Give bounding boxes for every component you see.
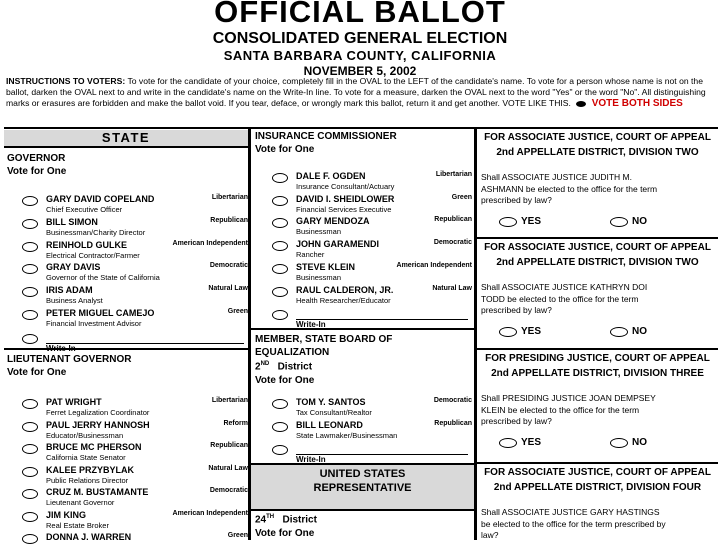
no-option[interactable] [610, 326, 670, 338]
candidate-party: Republican [434, 419, 472, 427]
candidate-name: STEVE KLEIN [296, 261, 356, 272]
candidate-party: Libertarian [211, 194, 248, 201]
ballot-title: OFFICIAL BALLOT [214, 0, 506, 29]
candidate-occupation: Lieutenant Governor [46, 498, 115, 507]
candidate-party: Natural Law [432, 284, 472, 292]
vote-oval[interactable] [22, 489, 38, 499]
boe-title-1: MEMBER, STATE BOARD OF [255, 334, 393, 345]
candidate-party: Green [227, 308, 248, 315]
candidate-occupation: Business Analyst [46, 296, 103, 306]
candidate-name: DALE F. OGDEN [296, 171, 366, 181]
yes-option[interactable] [499, 216, 559, 228]
no-label: NO [632, 437, 647, 448]
boe-district-number: 2 [255, 361, 261, 373]
candidate-row-bill-leonard[interactable] [272, 420, 472, 442]
candidate-party: American Independent [396, 261, 472, 269]
candidate-occupation: California State Senator [46, 453, 126, 462]
candidate-occupation: State Lawmaker/Businessman [296, 430, 398, 440]
candidate-name: REINHOLD GULKE [46, 239, 127, 250]
no-label: NO [632, 216, 647, 227]
vote-both-sides: VOTE BOTH SIDES [591, 98, 683, 110]
candidate-name: TOM Y. SANTOS [296, 397, 366, 407]
candidate-party: Republican [434, 216, 472, 224]
vote-oval[interactable] [22, 534, 38, 544]
candidate-name: BILL LEONARD [296, 419, 363, 430]
vote-oval[interactable] [22, 399, 38, 409]
candidate-occupation: Electrical Contractor/Farmer [46, 250, 140, 260]
candidate-row-peter-miguel-camejo[interactable] [22, 308, 248, 330]
candidate-row-iris-adam[interactable] [22, 285, 248, 307]
no-label: NO [632, 326, 647, 337]
candidate-party: Green [227, 532, 248, 539]
yes-option[interactable] [499, 437, 559, 449]
candidate-name: GARY MENDOZA [296, 216, 370, 227]
boe-vote-for: Vote for One [255, 375, 315, 386]
vote-oval[interactable] [272, 218, 288, 228]
candidate-name: BRUCE MC PHERSON [46, 442, 142, 452]
write-in-line[interactable] [272, 444, 468, 464]
candidate-name: GARY DAVID COPELAND [46, 194, 155, 204]
candidate-occupation: Governor of the State of California [46, 273, 160, 283]
vote-oval[interactable] [610, 217, 628, 227]
candidate-party: Democratic [209, 262, 248, 270]
justice-question: Shall ASSOCIATE JUSTICE GARY HASTINGS be elected to the office for the term prescribed by law? [481, 507, 666, 540]
candidate-occupation: Real Estate Broker [46, 520, 109, 530]
candidate-name: CRUZ M. BUSTAMANTE [46, 487, 149, 497]
boe-title-2: EQUALIZATION [255, 347, 330, 358]
candidate-party: Natural Law [208, 464, 248, 472]
candidate-row-kalee-przybylak[interactable] [22, 465, 248, 487]
candidate-row-gary-david-copeland[interactable] [22, 194, 248, 216]
candidate-name: BILL SIMON [46, 216, 98, 227]
candidate-occupation: Financial Services Executive [296, 204, 392, 214]
justice-question: Shall PRESIDING JUSTICE JOAN DEMPSEY KLEIN be elected to the office for the term prescribed by law? [481, 393, 656, 426]
vote-oval[interactable] [610, 327, 628, 337]
vote-oval[interactable] [272, 241, 288, 251]
yes-option[interactable] [499, 326, 559, 338]
county-name: SANTA BARBARA COUNTY, CALIFORNIA [223, 48, 497, 63]
candidate-occupation: Businessman [296, 227, 342, 237]
candidate-name: GRAY DAVIS [46, 262, 101, 273]
vote-oval[interactable] [272, 287, 288, 297]
candidate-name: JOHN GARAMENDI [296, 239, 380, 250]
candidate-party: Libertarian [211, 397, 248, 404]
candidate-row-paul-jerry-hannosh[interactable] [22, 420, 248, 442]
candidate-row-cruz-m-bustamante[interactable] [22, 487, 248, 509]
vote-oval[interactable] [22, 287, 38, 297]
justice-district-title: 2nd APPELLATE DISTRICT, DIVISION TWO [496, 147, 699, 158]
us-rep-title-2: REPRESENTATIVE [313, 482, 412, 494]
candidate-occupation: Health Researcher/Educator [296, 295, 391, 305]
vote-oval[interactable] [499, 327, 517, 337]
election-name: CONSOLIDATED GENERAL ELECTION [212, 30, 508, 47]
candidate-row-john-garamendi[interactable] [272, 239, 472, 261]
write-in-label: Write-In [296, 320, 326, 330]
vote-oval[interactable] [272, 445, 288, 455]
insurance-title: INSURANCE COMMISSIONER [255, 131, 397, 142]
candidate-row-david-i-sheidlower[interactable] [272, 194, 472, 216]
yes-label: YES [521, 326, 542, 337]
candidate-name: DONNA J. WARREN [46, 532, 132, 542]
governor-title: GOVERNOR [7, 153, 66, 164]
candidate-party: Democratic [433, 239, 472, 247]
vote-oval[interactable] [499, 217, 517, 227]
write-in-line[interactable] [272, 309, 468, 330]
boe-district-word: District [277, 361, 313, 373]
yes-label: YES [521, 437, 542, 448]
us-rep-header-rule [251, 509, 474, 511]
candidate-party: Natural Law [208, 285, 248, 293]
instructions [6, 76, 714, 110]
candidate-party: Reform [223, 419, 248, 427]
candidate-row-raul-calderon-jr[interactable] [272, 285, 472, 307]
justice1-bottom-rule [477, 237, 718, 239]
instructions-text: To vote for the candidate of your choice, completely fill in the OVAL to the LEFT of the candidate's name. To vote for a person whose name is not on the ballot, darken the OVAL next to and write in the candidate's name on the Write-In line. To vote for a measure, darken the OVAL next to the word "Yes" or the word "No". All distinguishing marks or erasures are forbidden and make the ballot void. If you tear, deface, or wrongly mark this ballot, return it and get another. VOTE LIKE THIS. [6, 76, 706, 109]
vote-oval[interactable] [272, 310, 288, 320]
justice-district-title: 2nd APPELLATE DISTRICT, DIVISION FOUR [493, 482, 702, 493]
vote-oval[interactable] [272, 399, 288, 409]
justice2-bottom-rule [477, 348, 718, 350]
no-option[interactable] [610, 216, 670, 228]
vote-oval[interactable] [22, 334, 38, 344]
vote-oval[interactable] [22, 422, 38, 432]
us-rep-title-1: UNITED STATES [319, 468, 406, 480]
candidate-occupation: Educator/Businessman [46, 430, 124, 440]
candidate-name: PAUL JERRY HANNOSH [46, 419, 150, 430]
candidate-row-bill-simon[interactable] [22, 217, 248, 239]
boe-district-suffix: ND [260, 361, 270, 367]
justice-district-title: 2nd APPELLATE DISTRICT, DIVISION TWO [496, 257, 699, 268]
no-option[interactable] [610, 437, 670, 449]
candidate-party: Green [451, 193, 472, 201]
candidate-row-gray-davis[interactable] [22, 262, 248, 284]
vote-oval[interactable] [22, 242, 38, 252]
candidate-row-donna-j-warren[interactable] [22, 532, 248, 554]
us-rep-district-number: 24 [255, 514, 267, 526]
candidate-party: American Independent [172, 239, 248, 247]
vote-oval[interactable] [22, 219, 38, 229]
candidate-party: American Independent [172, 509, 248, 517]
candidate-occupation: Businessman [296, 272, 342, 282]
candidate-occupation: Rancher [296, 250, 325, 260]
insurance-bottom-rule [251, 328, 474, 330]
candidate-row-gary-mendoza[interactable] [272, 216, 472, 238]
candidate-occupation: Insurance Consultant/Actuary [296, 182, 395, 191]
candidate-name: KALEE PRZYBYLAK [46, 464, 135, 475]
candidate-name: JIM KING [46, 509, 87, 520]
us-rep-district-word: District [282, 514, 317, 526]
us-rep-district [255, 514, 317, 525]
boe-district [255, 361, 312, 372]
lt-governor-title: LIEUTENANT GOVERNOR [7, 354, 132, 365]
vote-oval[interactable] [272, 264, 288, 274]
write-in-label: Write-In [296, 455, 326, 464]
header-divider [4, 127, 718, 129]
justice3-bottom-rule [477, 462, 718, 464]
vote-oval[interactable] [272, 173, 288, 183]
candidate-name: DAVID I. SHEIDLOWER [296, 193, 395, 204]
write-in-label: Write-In [46, 343, 76, 353]
vote-oval[interactable] [22, 512, 38, 522]
justice-office-title: FOR PRESIDING JUSTICE, COURT OF APPEAL [485, 353, 710, 364]
governor-vote-for: Vote for One [7, 166, 67, 177]
justice-question: Shall ASSOCIATE JUSTICE KATHRYN DOI TODD be elected to the office for the term prescribed by law? [481, 282, 648, 315]
candidate-row-reinhold-gulke[interactable] [22, 240, 248, 262]
candidate-occupation: Ferret Legalization Coordinator [46, 408, 150, 417]
vote-oval[interactable] [22, 467, 38, 477]
candidate-party: Republican [210, 442, 248, 449]
justice-district-title: 2nd APPELLATE DISTRICT, DIVISION THREE [491, 368, 704, 379]
state-header-rule [4, 146, 248, 148]
justice-office-title: FOR ASSOCIATE JUSTICE, COURT OF APPEAL [484, 467, 711, 478]
candidate-party: Libertarian [435, 171, 472, 178]
us-rep-district-suffix: TH [266, 514, 275, 520]
candidate-occupation: Public Relations Director [46, 475, 129, 485]
candidate-row-tom-y-santos[interactable] [272, 397, 472, 419]
justice-question: Shall ASSOCIATE JUSTICE JUDITH M. ASHMANN be elected to the office for the term prescribed by law? [481, 172, 658, 205]
candidate-row-bruce-mc-pherson[interactable] [22, 442, 248, 464]
candidate-name: PETER MIGUEL CAMEJO [46, 308, 155, 318]
candidate-party: Democratic [433, 397, 472, 404]
candidate-name: RAUL CALDERON, JR. [296, 284, 394, 295]
candidate-occupation: Chief Executive Officer [46, 205, 123, 214]
candidate-occupation: Financial Investment Advisor [46, 319, 142, 328]
vote-oval[interactable] [272, 196, 288, 206]
insurance-vote-for: Vote for One [255, 144, 315, 155]
lt-governor-vote-for: Vote for One [7, 367, 67, 378]
justice-office-title: FOR ASSOCIATE JUSTICE, COURT OF APPEAL [484, 132, 711, 143]
candidate-name: PAT WRIGHT [46, 397, 102, 407]
yes-label: YES [521, 216, 542, 227]
candidate-party: Democratic [209, 487, 248, 494]
candidate-row-pat-wright[interactable] [22, 397, 248, 419]
candidate-row-dale-f-ogden[interactable] [272, 171, 472, 193]
vote-oval[interactable] [610, 438, 628, 448]
vote-oval[interactable] [272, 422, 288, 432]
candidate-row-steve-klein[interactable] [272, 262, 472, 284]
write-in-line[interactable] [22, 333, 244, 353]
justice-office-title: FOR ASSOCIATE JUSTICE, COURT OF APPEAL [484, 242, 711, 253]
vote-oval[interactable] [22, 444, 38, 454]
state-heading: STATE [101, 130, 151, 145]
instructions-label: INSTRUCTIONS TO VOTERS: [6, 76, 126, 86]
election-date: NOVEMBER 5, 2002 [303, 64, 417, 78]
candidate-party: Republican [210, 216, 248, 224]
candidate-occupation: Tax Consultant/Realtor [296, 408, 372, 417]
vote-oval[interactable] [22, 264, 38, 274]
vote-oval[interactable] [499, 438, 517, 448]
candidate-row-jim-king[interactable] [22, 510, 248, 532]
candidate-occupation: Businessman/Charity Director [46, 227, 146, 237]
candidate-name: IRIS ADAM [46, 285, 93, 296]
vote-oval[interactable] [22, 310, 38, 320]
filled-oval-icon [576, 101, 586, 107]
governor-bottom-rule [4, 348, 248, 350]
vote-oval[interactable] [22, 196, 38, 206]
us-rep-vote-for: Vote for One [255, 528, 315, 539]
